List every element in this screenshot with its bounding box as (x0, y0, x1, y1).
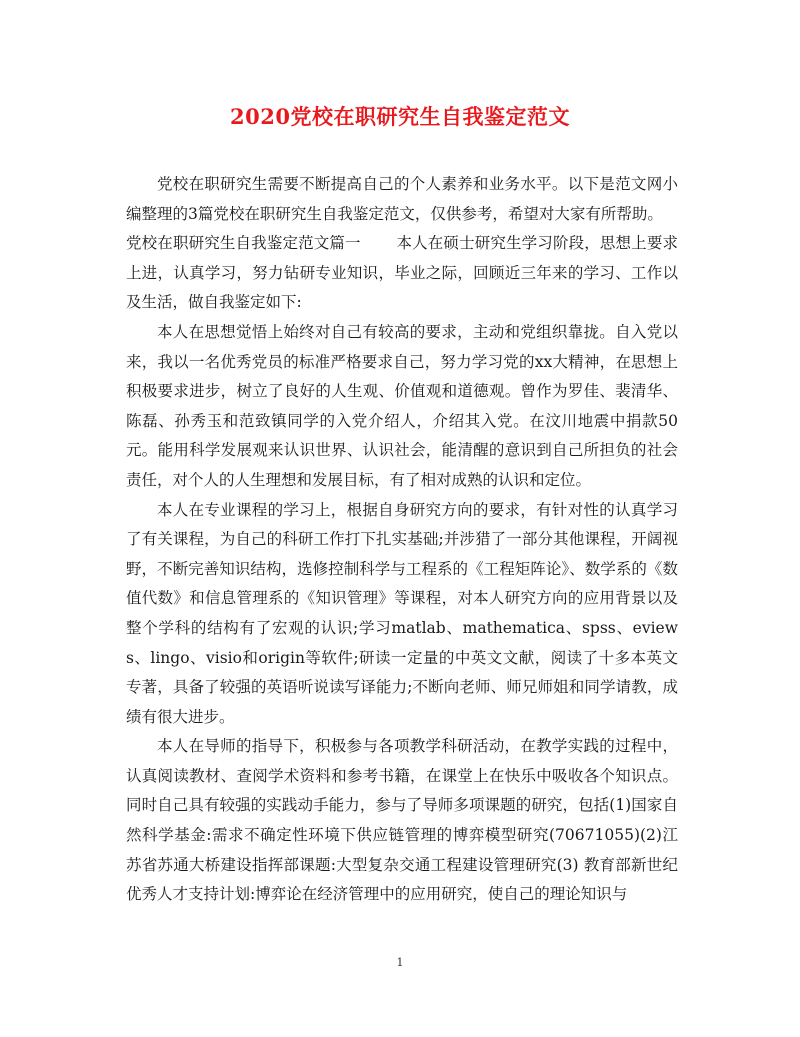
intro-text-2: 本人在硕士研究生学习阶段，思想上要求上进，认真学习，努力钻研专业知识，毕业之际，回顾近三年来的学习、工作以及生活，做自我鉴定如下: (126, 234, 678, 312)
intro-paragraph (126, 170, 678, 229)
intro-text: 党校在职研究生需要不断提高自己的个人素养和业务水平。以下是范文网小编整理的3篇党校在职研究生自我鉴定范文，仅供参考，希望对大家有所帮助。 (126, 175, 678, 223)
document-body (126, 170, 678, 910)
section-heading: 党校在职研究生自我鉴定范文篇一 (126, 234, 361, 253)
body-paragraph-2: 本人在专业课程的学习上，根据自身研究方向的要求，有针对性的认真学习了有关课程，为自己的科研工作打下扎实基础;并涉猎了一部分其他课程，开阔视野，不断完善知识结构，选修控制科学与工程系的《工程矩阵论》、数学系的《数值代数》和信息管理系的《知识管理》等课程，对本人研究方向的应用背景以及整个学科的结构有了宏观的认识;学习matlab、mathematica、spss、eviews、lingo、visio和origin等软件;研读一定量的中英文文献，阅读了十多本英文专著，具备了较强的英语听说读写译能力;不断向老师、师兄师姐和同学请教，成绩有很大进步。 (126, 500, 678, 726)
page-number: 1 (396, 956, 404, 969)
body-paragraph-1: 本人在思想觉悟上始终对自己有较高的要求，主动和党组织靠拢。自入党以来，我以一名优秀党员的标准严格要求自己，努力学习党的xx大精神，在思想上积极要求进步，树立了良好的人生观、价值观和道德观。曾作为罗佳、裴清华、陈磊、孙秀玉和范致镇同学的入党介绍人，介绍其入党。在汶川地震中捐款50元。能用科学发展观来认识世界、认识社会，能清醒的意识到自己所担负的社会责任，对个人的人生理想和发展目标，有了相对成熟的认识和定位。 (126, 322, 678, 489)
document-title: 2020党校在职研究生自我鉴定范文 (230, 104, 570, 129)
intro-paragraph-2 (126, 229, 678, 318)
body-paragraph-3: 本人在导师的指导下，积极参与各项教学科研活动，在教学实践的过程中，认真阅读教材、查阅学术资料和参考书籍，在课堂上在快乐中吸收各个知识点。同时自己具有较强的实践动手能力，参与了导师多项课题的研究，包括(1)国家自然科学基金:需求不确定性环境下供应链管理的博弈模型研究(70671055)(2)江苏省苏通大桥建设指挥部课题:大型复杂交通工程建设管理研究(3) 教育部新世纪优秀人才支持计划:博弈论在经济管理中的应用研究，使自己的理论知识与 (126, 737, 678, 904)
